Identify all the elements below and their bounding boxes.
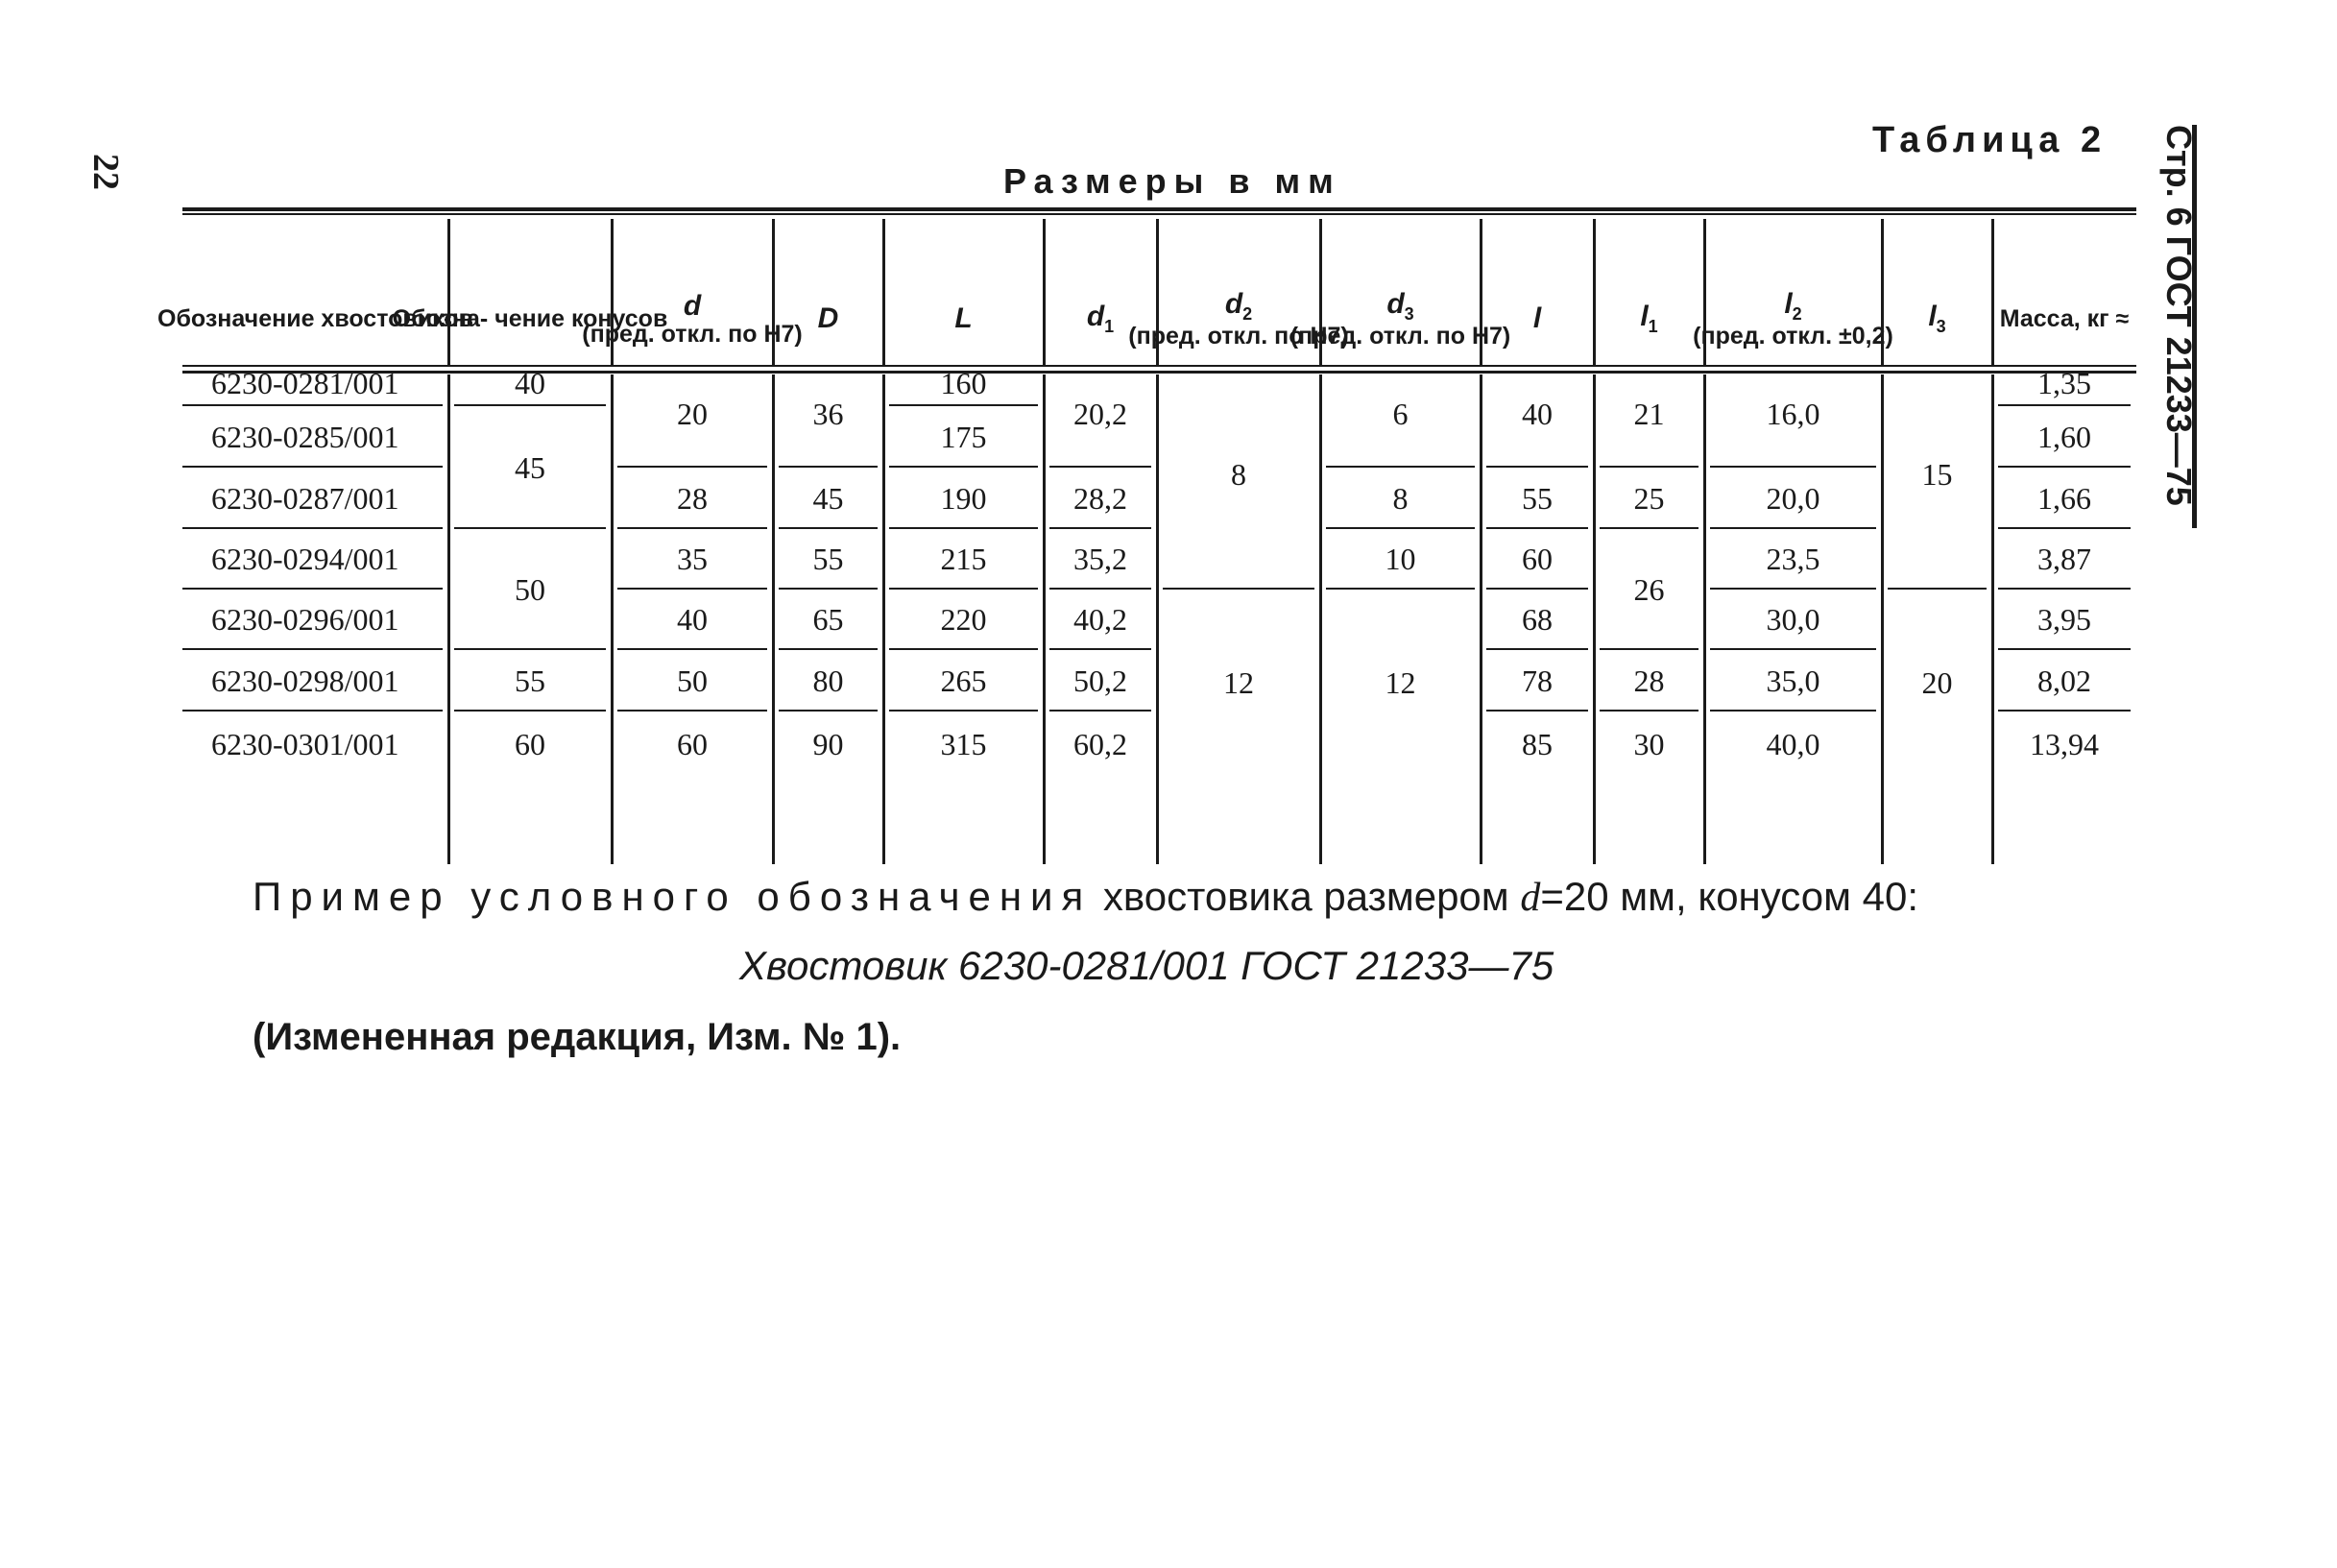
table-cell: 3,87 xyxy=(2037,542,2091,576)
header-shank: Обозначение хвостовиков xyxy=(157,305,473,332)
table-cell: 40 xyxy=(515,365,545,400)
table-cell: 35 xyxy=(677,542,708,576)
example-text-before: хвостовика размером xyxy=(1092,874,1521,919)
table-cell: 10 xyxy=(1385,542,1416,576)
table-cell: 90 xyxy=(812,726,844,761)
table-cell: 45 xyxy=(812,480,844,516)
table-cell: 15 xyxy=(1921,457,1953,492)
table-cell: 8 xyxy=(1231,457,1246,492)
example-designation: Хвостовик 6230-0281/001 ГОСТ 21233—75 xyxy=(739,943,1554,988)
header-mass: Масса, кг ≈ xyxy=(1999,305,2130,332)
example-sentence xyxy=(253,874,1918,921)
example-lead: Пример условного обозначения xyxy=(253,874,1093,919)
table-top-rule xyxy=(182,207,2136,211)
table-caption: Размеры в мм xyxy=(1003,161,1341,201)
table-cell-shank-code: 6230-0281/001 xyxy=(211,365,399,400)
side-header: Стр. 6 ГОСТ 21233—75 xyxy=(2159,125,2199,506)
table-cell: 85 xyxy=(1522,726,1553,761)
table-cell: 25 xyxy=(1633,480,1665,516)
table-cell: 40,2 xyxy=(1073,602,1127,637)
example-text-after: =20 мм, конусом 40: xyxy=(1540,874,1919,919)
table-cell: 50,2 xyxy=(1073,663,1127,698)
table-cell-shank-code: 6230-0287/001 xyxy=(211,480,399,516)
table-cell: 55 xyxy=(515,663,545,698)
table-cell-shank-code: 6230-0301/001 xyxy=(211,726,399,761)
table-cell: 50 xyxy=(677,663,708,698)
table-cell: 175 xyxy=(940,419,987,454)
example-variable: d xyxy=(1520,876,1541,920)
header-d1: $d_1$ xyxy=(1086,301,1115,337)
header-cone: Обозна- чение конусов xyxy=(392,305,668,332)
header-l1: $l_1$ xyxy=(1640,301,1658,337)
table-cell: 28,2 xyxy=(1073,480,1127,516)
table-cell: 26 xyxy=(1633,571,1665,607)
table-cell: 1,66 xyxy=(2037,480,2091,516)
table-cell: 55 xyxy=(1522,480,1553,516)
table-cell: 28 xyxy=(1633,663,1665,698)
table-cell: 40 xyxy=(677,602,708,637)
table-cell: 16,0 xyxy=(1766,396,1820,431)
table-cell: 50 xyxy=(515,571,545,607)
table-cell: 80 xyxy=(812,663,844,698)
table-cell: 60 xyxy=(515,726,545,761)
header-l2: $l_2$ (пред. откл. ±0,2) xyxy=(1693,287,1893,350)
page-number: 22 xyxy=(85,154,126,190)
table-cell: 30,0 xyxy=(1766,602,1820,637)
table-cell: 23,5 xyxy=(1766,542,1820,576)
header-l3: $l_3$ xyxy=(1928,301,1946,337)
table-cell: 65 xyxy=(812,602,844,637)
table-cell: 60 xyxy=(677,726,708,761)
table-cell: 68 xyxy=(1522,602,1553,637)
header-d2: $d_2$ (пред. откл. по H7) xyxy=(1128,287,1349,350)
table-cell: 35,0 xyxy=(1766,663,1820,698)
dimensions-table xyxy=(157,202,2136,864)
table-cell: 215 xyxy=(940,542,987,576)
table-cell: 78 xyxy=(1522,663,1553,698)
table-cell: 45 xyxy=(515,449,545,485)
header-L: L xyxy=(954,302,973,335)
header-l: l xyxy=(1532,302,1542,335)
table-cell: 60 xyxy=(1522,542,1553,576)
header-D: D xyxy=(817,302,839,335)
table-cell: 36 xyxy=(812,396,844,431)
table-cell: 12 xyxy=(1385,665,1416,700)
table-cell: 20,0 xyxy=(1766,480,1820,516)
table-cell: 20 xyxy=(677,396,708,431)
table-cell: 21 xyxy=(1633,396,1665,431)
table-cell: 1,60 xyxy=(2037,419,2091,454)
table-cell: 20,2 xyxy=(1073,396,1127,431)
table-label: Таблица 2 xyxy=(1872,120,2108,160)
table-cell: 28 xyxy=(677,480,708,516)
table-cell: 315 xyxy=(940,726,987,761)
table-cell: 60,2 xyxy=(1073,726,1127,761)
table-cell: 6 xyxy=(1392,396,1409,431)
table-cell: 160 xyxy=(940,365,987,400)
header-d: d (пред. откл. по H7) xyxy=(582,289,803,349)
table-cell-shank-code: 6230-0296/001 xyxy=(211,602,399,637)
table-cell: 40 xyxy=(1522,396,1553,431)
table-cell: 40,0 xyxy=(1766,726,1820,761)
table-cell: 30 xyxy=(1633,726,1665,761)
revision-note: (Измененная редакция, Изм. № 1). xyxy=(253,1016,902,1058)
table-cell: 190 xyxy=(940,480,987,516)
table-cell: 1,35 xyxy=(2037,365,2091,400)
header-d3: $d_3$ (пред. откл. по H7) xyxy=(1289,287,1511,350)
table-cell: 220 xyxy=(940,602,987,637)
table-cell: 8,02 xyxy=(2037,663,2091,698)
table-cell: 265 xyxy=(940,663,987,698)
table-cell: 55 xyxy=(812,542,844,576)
table-cell-shank-code: 6230-0294/001 xyxy=(211,542,399,576)
table-cell: 8 xyxy=(1392,480,1409,516)
table-cell: 13,94 xyxy=(2030,726,2099,761)
table-cell: 3,95 xyxy=(2037,602,2091,637)
table-top-rule-thin xyxy=(182,213,2136,215)
table-cell: 20 xyxy=(1921,665,1953,700)
table-cell: 12 xyxy=(1223,665,1254,700)
table-cell-shank-code: 6230-0298/001 xyxy=(211,663,399,698)
table-cell-shank-code: 6230-0285/001 xyxy=(211,419,399,454)
table-cell: 35,2 xyxy=(1073,542,1127,576)
